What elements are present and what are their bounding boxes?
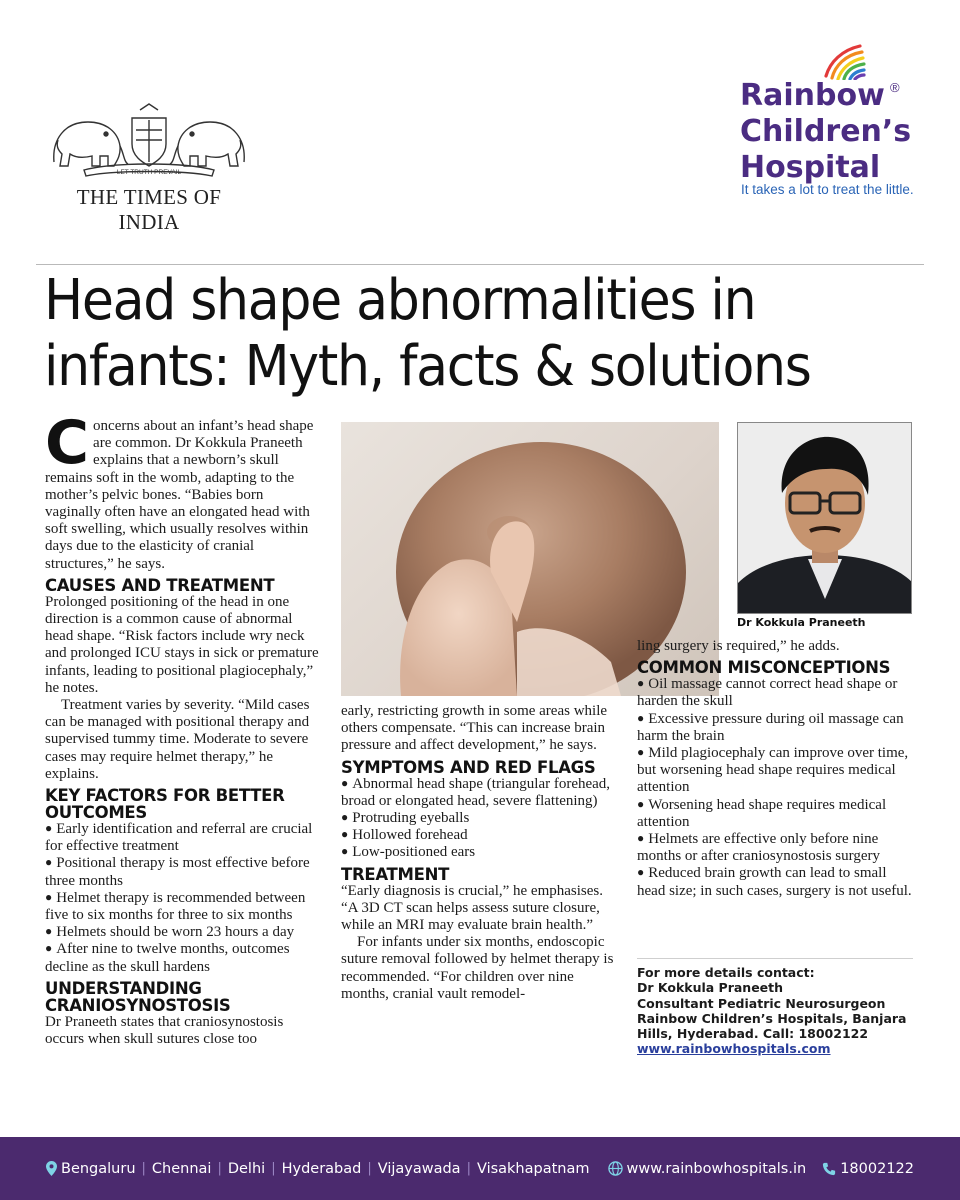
hospital-name bbox=[740, 78, 911, 186]
causes-paragraph-1: Prolonged positioning of the head in one direction is a common cause of abnormal head shape. “Risk factors include wry neck and prolonged ICU stays in sick or premature infants, leading to positional plagiocephaly,” he notes. bbox=[45, 593, 319, 696]
doctor-caption: Dr Kokkula Praneeth bbox=[737, 616, 866, 629]
treatment-paragraph-1: “Early diagnosis is crucial,” he emphasises. “A 3D CT scan helps assess suture closure, while an MRI may evaluate brain health.” bbox=[341, 882, 604, 934]
footer-city[interactable]: Bengaluru bbox=[61, 1160, 136, 1177]
times-of-india-masthead bbox=[44, 100, 254, 235]
symptom-item: ● Low-positioned ears bbox=[341, 844, 619, 861]
contact-doctor-title: Consultant Pediatric Neurosurgeon bbox=[637, 995, 886, 1011]
headline-line1: Head shape abnormalities in bbox=[44, 268, 756, 333]
treatment-paragraph-2-cont: ling surgery is required,” he adds. bbox=[637, 638, 840, 654]
key-factor-item: ● Positional therapy is most effective before three months bbox=[45, 855, 321, 889]
drop-cap: C bbox=[45, 408, 90, 478]
contact-address: Rainbow Children’s Hospitals, Banjara Hills, Hyderabad. Call: 18002122 bbox=[637, 1010, 907, 1042]
globe-icon bbox=[608, 1161, 623, 1176]
symptom-item: ● Protruding eyeballs bbox=[341, 810, 619, 827]
contact-divider bbox=[637, 958, 913, 959]
contact-label: For more details contact: bbox=[637, 965, 815, 980]
city-separator: | bbox=[271, 1161, 276, 1176]
footer-city[interactable]: Visakhapatnam bbox=[476, 1160, 590, 1177]
doctor-portrait bbox=[738, 423, 912, 614]
footer-city[interactable]: Delhi bbox=[227, 1160, 266, 1177]
treatment-paragraph-2: For infants under six months, endoscopic suture removal followed by helmet therapy is recommended. “For children over nine months, cranial vault remodel- bbox=[341, 934, 614, 1002]
city-separator: | bbox=[217, 1161, 222, 1176]
misconception-item: ● Mild plagiocephaly can improve over time, but worsening head shape requires medical attention bbox=[637, 745, 913, 797]
key-factor-item: ● Early identification and referral are crucial for effective treatment bbox=[45, 821, 321, 855]
doctor-photo bbox=[737, 422, 912, 614]
footer-city[interactable]: Chennai bbox=[151, 1160, 212, 1177]
misconception-item: ● Worsening head shape requires medical attention bbox=[637, 797, 913, 831]
contact-website-link[interactable]: www.rainbowhospitals.com bbox=[637, 1041, 831, 1057]
footer-website-link[interactable]: www.rainbowhospitals.in bbox=[626, 1160, 807, 1177]
footer-bar bbox=[0, 1137, 960, 1200]
article-headline bbox=[44, 268, 862, 400]
emblem-motto: LET TRUTH PREVAIL bbox=[116, 169, 182, 176]
newspaper-name: THE TIMES OF INDIA bbox=[76, 185, 222, 234]
city-separator: | bbox=[367, 1161, 372, 1176]
treatment-heading: TREATMENT bbox=[341, 864, 450, 884]
craniosynostosis-heading: UNDERSTANDING CRANIOSYNOSTOSIS bbox=[45, 978, 231, 1015]
footer-phone-number[interactable]: 18002122 bbox=[840, 1160, 914, 1177]
craniosynostosis-paragraph-cont: early, restricting growth in some areas while others compensate. “This can increase brain pressure and affect development,” he says. bbox=[341, 703, 608, 754]
article-column-1 bbox=[45, 408, 321, 1048]
footer-phone[interactable] bbox=[822, 1161, 914, 1177]
craniosynostosis-paragraph: Dr Praneeth states that craniosynostosis occurs when skull sutures close too bbox=[45, 1013, 284, 1048]
city-separator: | bbox=[466, 1161, 471, 1176]
registered-mark: ® bbox=[890, 80, 900, 95]
header-divider bbox=[36, 264, 924, 265]
emblem-icon bbox=[44, 100, 254, 178]
key-factors-heading: KEY FACTORS FOR BETTER OUTCOMES bbox=[45, 786, 285, 823]
rainbow-stripes-icon bbox=[820, 40, 866, 80]
city-separator: | bbox=[141, 1161, 146, 1176]
contact-doctor-name: Dr Kokkula Praneeth bbox=[637, 980, 784, 996]
hospital-name-line3: Hospital bbox=[740, 150, 881, 185]
key-factor-item: ● Helmet therapy is recommended between five to six months for three to six months bbox=[45, 890, 321, 924]
intro-text: oncerns about an infant’s head shape are common. Dr Kokkula Praneeth explains that a newborn’s skull remains soft in the womb, adapting to the mother’s pelvic bones. “Babies born vaginally often have an elongated head with soft swelling, which usually resolves within days due to the elasticity of cranial structures,” he says. bbox=[45, 418, 314, 572]
headline-line2: infants: Myth, facts & solutions bbox=[44, 334, 811, 399]
intro-paragraph bbox=[45, 408, 321, 573]
key-factor-item: ● After nine to twelve months, outcomes decline as the skull hardens bbox=[45, 941, 321, 975]
contact-box bbox=[637, 965, 917, 1057]
misconceptions-heading: COMMON MISCONCEPTIONS bbox=[637, 658, 891, 678]
misconception-item: ● Oil massage cannot correct head shape or harden the skull bbox=[637, 676, 913, 710]
footer-cities bbox=[46, 1161, 590, 1177]
symptom-item: ● Hollowed forehead bbox=[341, 827, 619, 844]
hospital-tagline: It takes a lot to treat the little. bbox=[741, 182, 914, 197]
article-column-2 bbox=[341, 703, 619, 1003]
phone-icon bbox=[822, 1162, 836, 1176]
article-column-3 bbox=[637, 638, 913, 900]
symptom-item: ● Abnormal head shape (triangular forehead, broad or elongated head, severe flattening) bbox=[341, 776, 619, 810]
misconception-item: ● Helmets are effective only before nine months or after craniosynostosis surgery bbox=[637, 831, 913, 865]
footer-city[interactable]: Vijayawada bbox=[377, 1160, 461, 1177]
key-factor-item: ● Helmets should be worn 23 hours a day bbox=[45, 924, 321, 941]
hospital-name-line1: Rainbow bbox=[740, 78, 885, 113]
footer-website[interactable] bbox=[608, 1161, 807, 1177]
footer-city[interactable]: Hyderabad bbox=[281, 1160, 362, 1177]
misconception-item: ● Excessive pressure during oil massage can harm the brain bbox=[637, 711, 913, 745]
causes-paragraph-2: Treatment varies by severity. “Mild cases can be managed with positional therapy and supervised tummy time. Moderate to severe cases may require helmet therapy,” he explains. bbox=[45, 697, 310, 782]
symptoms-heading: SYMPTOMS AND RED FLAGS bbox=[341, 757, 596, 777]
hospital-name-line2: Children’s bbox=[740, 114, 912, 149]
location-pin-icon bbox=[46, 1161, 57, 1176]
causes-heading: CAUSES AND TREATMENT bbox=[45, 575, 275, 595]
misconception-item: ● Reduced brain growth can lead to small head size; in such cases, surgery is not useful. bbox=[637, 865, 913, 899]
